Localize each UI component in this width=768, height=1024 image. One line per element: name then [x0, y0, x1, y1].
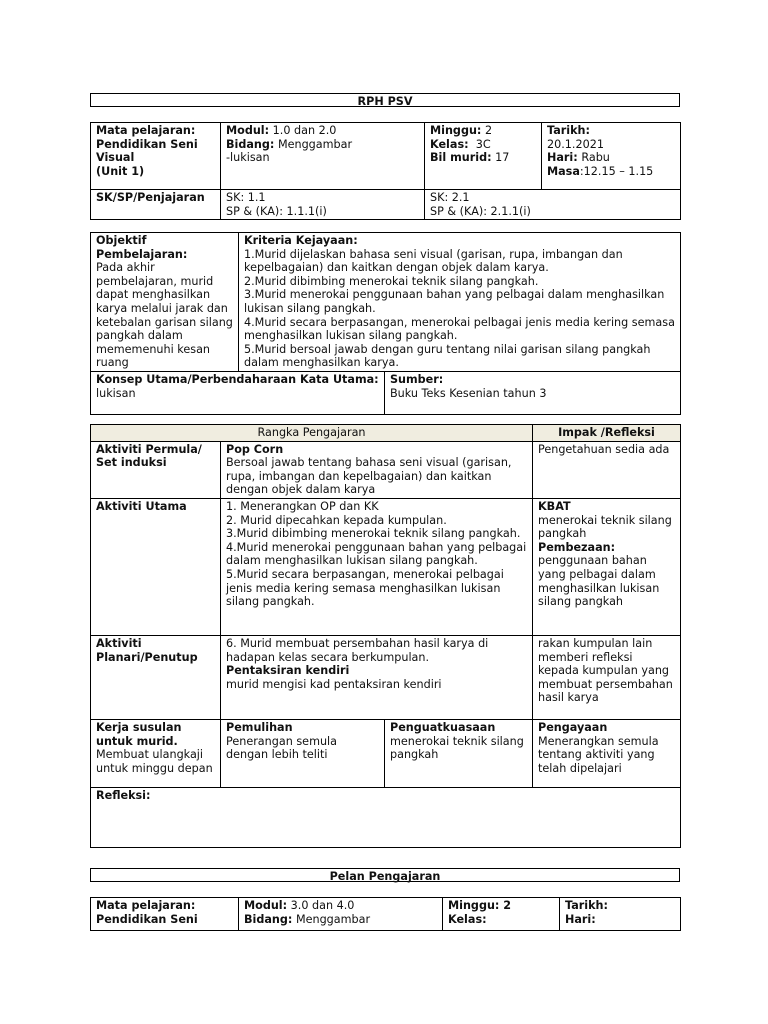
pelan-bidang-label: Bidang: [244, 912, 293, 926]
utama-step: 1. Menerangkan OP dan KK [226, 499, 379, 513]
bidang-sub: -lukisan [226, 151, 270, 165]
permula-impak: Pengetahuan sedia ada [533, 441, 681, 498]
rangka-header: Rangka Pengajaran [91, 425, 533, 442]
bidang-value: Menggambar [277, 137, 353, 151]
mata-pelajaran-cell [91, 123, 221, 190]
info-table [90, 122, 680, 220]
objektif-table [90, 232, 680, 415]
planari-text: 6. Murid membuat persembahan hasil karya di hadapan kelas secara berkumpulan. [226, 636, 489, 664]
mata-pelajaran-value: Pendidikan Seni Visual [96, 137, 198, 165]
konsep-label: Konsep Utama/Perbendaharaan Kata Utama: [96, 372, 379, 386]
kelas-label: Kelas: [430, 137, 469, 151]
pelan-minggu-cell [443, 898, 560, 931]
page-title: RPH PSV [90, 93, 680, 107]
utama-step: 4.Murid menerokai penggunaan bahan yang pelbagai dalam menghasilkan lukisan silang pangkah. [226, 540, 527, 568]
bil-murid-label: Bil murid: [430, 151, 492, 165]
pelan-hari-label: Hari: [565, 912, 596, 926]
pelan-title: Pelan Pengajaran [90, 868, 680, 882]
utama-step: 3.Murid dibimbing menerokai teknik silang pangkah. [226, 527, 521, 541]
pelan-tarikh-label: Tarikh: [565, 899, 608, 912]
bidang-label: Bidang: [226, 137, 275, 151]
pelan-mata-label: Mata pelajaran: [96, 899, 196, 912]
rangka-table [90, 424, 680, 848]
permula-text: Bersoal jawab tentang bahasa seni visual (garisan, rupa, imbangan dan kepelbagaian) dan kaitkan dengan objek dalam karya [226, 456, 512, 497]
unit-label: (Unit 1) [96, 164, 145, 178]
kriteria-cell [239, 233, 681, 372]
kelas-value: 3C [475, 137, 491, 151]
minggu-value: 2 [484, 124, 493, 137]
objektif-text: Pada akhir pembelajaran, murid dapat menghasilkan karya melalui jarak dan ketebalan garisan silang pangkah dalam mememenuhi kesan ruang [96, 261, 233, 370]
utama-impak [533, 498, 681, 635]
kriteria-item: 1.Murid dijelaskan bahasa seni visual (garisan, rupa, imbangan dan kepelbagaian) dan kaitkan dengan objek dalam karya. [244, 247, 623, 275]
kbat-label: KBAT [538, 499, 571, 513]
sk-cell-2 [425, 190, 681, 220]
sk-sp-label: SK/SP/Penjajaran [91, 190, 221, 220]
konsep-value: lukisan [96, 386, 136, 400]
tarikh-cell [542, 123, 681, 190]
mata-pelajaran-label: Mata pelajaran: [96, 124, 196, 137]
utama-step: 5.Murid secara berpasangan, menerokai pelbagai jenis media kering semasa menghasilkan lukisan silang pangkah. [226, 567, 504, 609]
pembezaan-text: penggunaan bahan yang pelbagai dalam menghasilkan lukisan silang pangkah [538, 554, 660, 609]
pengayaan-text: Menerangkan semula tentang aktiviti yang telah dipelajari [538, 734, 659, 775]
kriteria-item: 5.Murid bersoal jawab dengan guru tentang nilai garisan silang pangkah dalam menghasilkan karya. [244, 342, 651, 370]
kriteria-item: 2.Murid dibimbing menerokai teknik silang pangkah. [244, 274, 539, 288]
pelan-modul-cell [239, 898, 443, 931]
pelan-bidang-value: Menggambar [295, 912, 371, 926]
konsep-cell [91, 371, 385, 414]
sp-2: SP & (KA): 2.1.1(i) [430, 204, 531, 218]
planari-cell [221, 635, 533, 719]
modul-value: 1.0 dan 2.0 [272, 124, 337, 137]
pentaksiran-text: murid mengisi kad pentaksiran kendiri [226, 677, 442, 691]
tarikh-value: 20.1.2021 [547, 137, 604, 151]
objektif-cell [91, 233, 239, 372]
sk-cell-1 [221, 190, 425, 220]
kbat-text: menerokai teknik silang pangkah [538, 513, 672, 541]
impak-header: Impak /Refleksi [533, 425, 681, 442]
sk-2: SK: 2.1 [430, 191, 470, 204]
pelan-info-table [90, 897, 680, 931]
permula-cell [221, 441, 533, 498]
masa-label: Masa [547, 164, 580, 178]
pelan-modul-label: Modul: [244, 899, 288, 912]
kriteria-item: 3.Murid menerokai penggunaan bahan yang pelbagai dalam menghasilkan lukisan silang pangkah. [244, 288, 665, 315]
pelan-modul-value: 3.0 dan 4.0 [290, 899, 355, 912]
sp-1: SP & (KA): 1.1.1(i) [226, 204, 327, 218]
kerja-text: Membuat ulangkaji untuk minggu depan [96, 748, 213, 775]
refleksi-cell: Refleksi: [91, 787, 681, 847]
pembezaan-label: Pembezaan: [538, 540, 616, 554]
pelan-minggu-label: Minggu: 2 [448, 899, 512, 912]
minggu-cell [425, 123, 542, 190]
pengukuhan-cell [385, 719, 533, 787]
pengukuhan-label: Penguatkuasaan [390, 720, 496, 734]
utama-cell [221, 498, 533, 635]
pengayaan-cell [533, 719, 681, 787]
pelan-mata-cell [91, 898, 239, 931]
pemulihan-label: Pemulihan [226, 720, 293, 734]
pengukuhan-text: menerokai teknik silang pangkah [390, 734, 524, 762]
pengayaan-label: Pengayaan [538, 720, 608, 734]
sumber-cell [385, 371, 681, 414]
kerja-cell [91, 719, 221, 787]
modul-label: Modul: [226, 124, 270, 137]
masa-value: :12.15 – 1.15 [579, 164, 654, 178]
minggu-label: Minggu: [430, 124, 482, 137]
pelan-tarikh-cell [560, 898, 681, 931]
bil-murid-value: 17 [495, 151, 510, 165]
pemulihan-text: Penerangan semula dengan lebih teliti [226, 734, 338, 762]
tarikh-label: Tarikh: [547, 124, 590, 137]
planari-label: Aktiviti Planari/Penutup [91, 635, 221, 719]
utama-label: Aktiviti Utama [91, 498, 221, 635]
kriteria-label: Kriteria Kejayaan: [244, 234, 358, 247]
sumber-label: Sumber: [390, 372, 444, 386]
pelan-kelas-label: Kelas: [448, 912, 487, 926]
planari-impak: rakan kumpulan lain memberi refleksi kepada kumpulan yang membuat persembahan hasil karya [533, 635, 681, 719]
pentaksiran-label: Pentaksiran kendiri [226, 664, 350, 678]
permula-title: Pop Corn [226, 442, 284, 456]
permula-label: Aktiviti Permula/ Set induksi [91, 441, 221, 498]
utama-step: 2. Murid dipecahkan kepada kumpulan. [226, 513, 447, 527]
sumber-value: Buku Teks Kesenian tahun 3 [390, 386, 547, 400]
objektif-label: Objektif Pembelajaran: [96, 234, 188, 261]
pemulihan-cell [221, 719, 385, 787]
hari-value: Rabu [581, 151, 610, 165]
kriteria-item: 4.Murid secara berpasangan, menerokai pelbagai jenis media kering semasa menghasilkan lukisan silang pangkah. [244, 315, 675, 343]
modul-cell [221, 123, 425, 190]
sk-1: SK: 1.1 [226, 191, 266, 204]
hari-label: Hari: [547, 151, 578, 165]
pelan-mata-value: Pendidikan Seni [96, 912, 198, 926]
kerja-label: Kerja susulan untuk murid. [96, 720, 182, 748]
